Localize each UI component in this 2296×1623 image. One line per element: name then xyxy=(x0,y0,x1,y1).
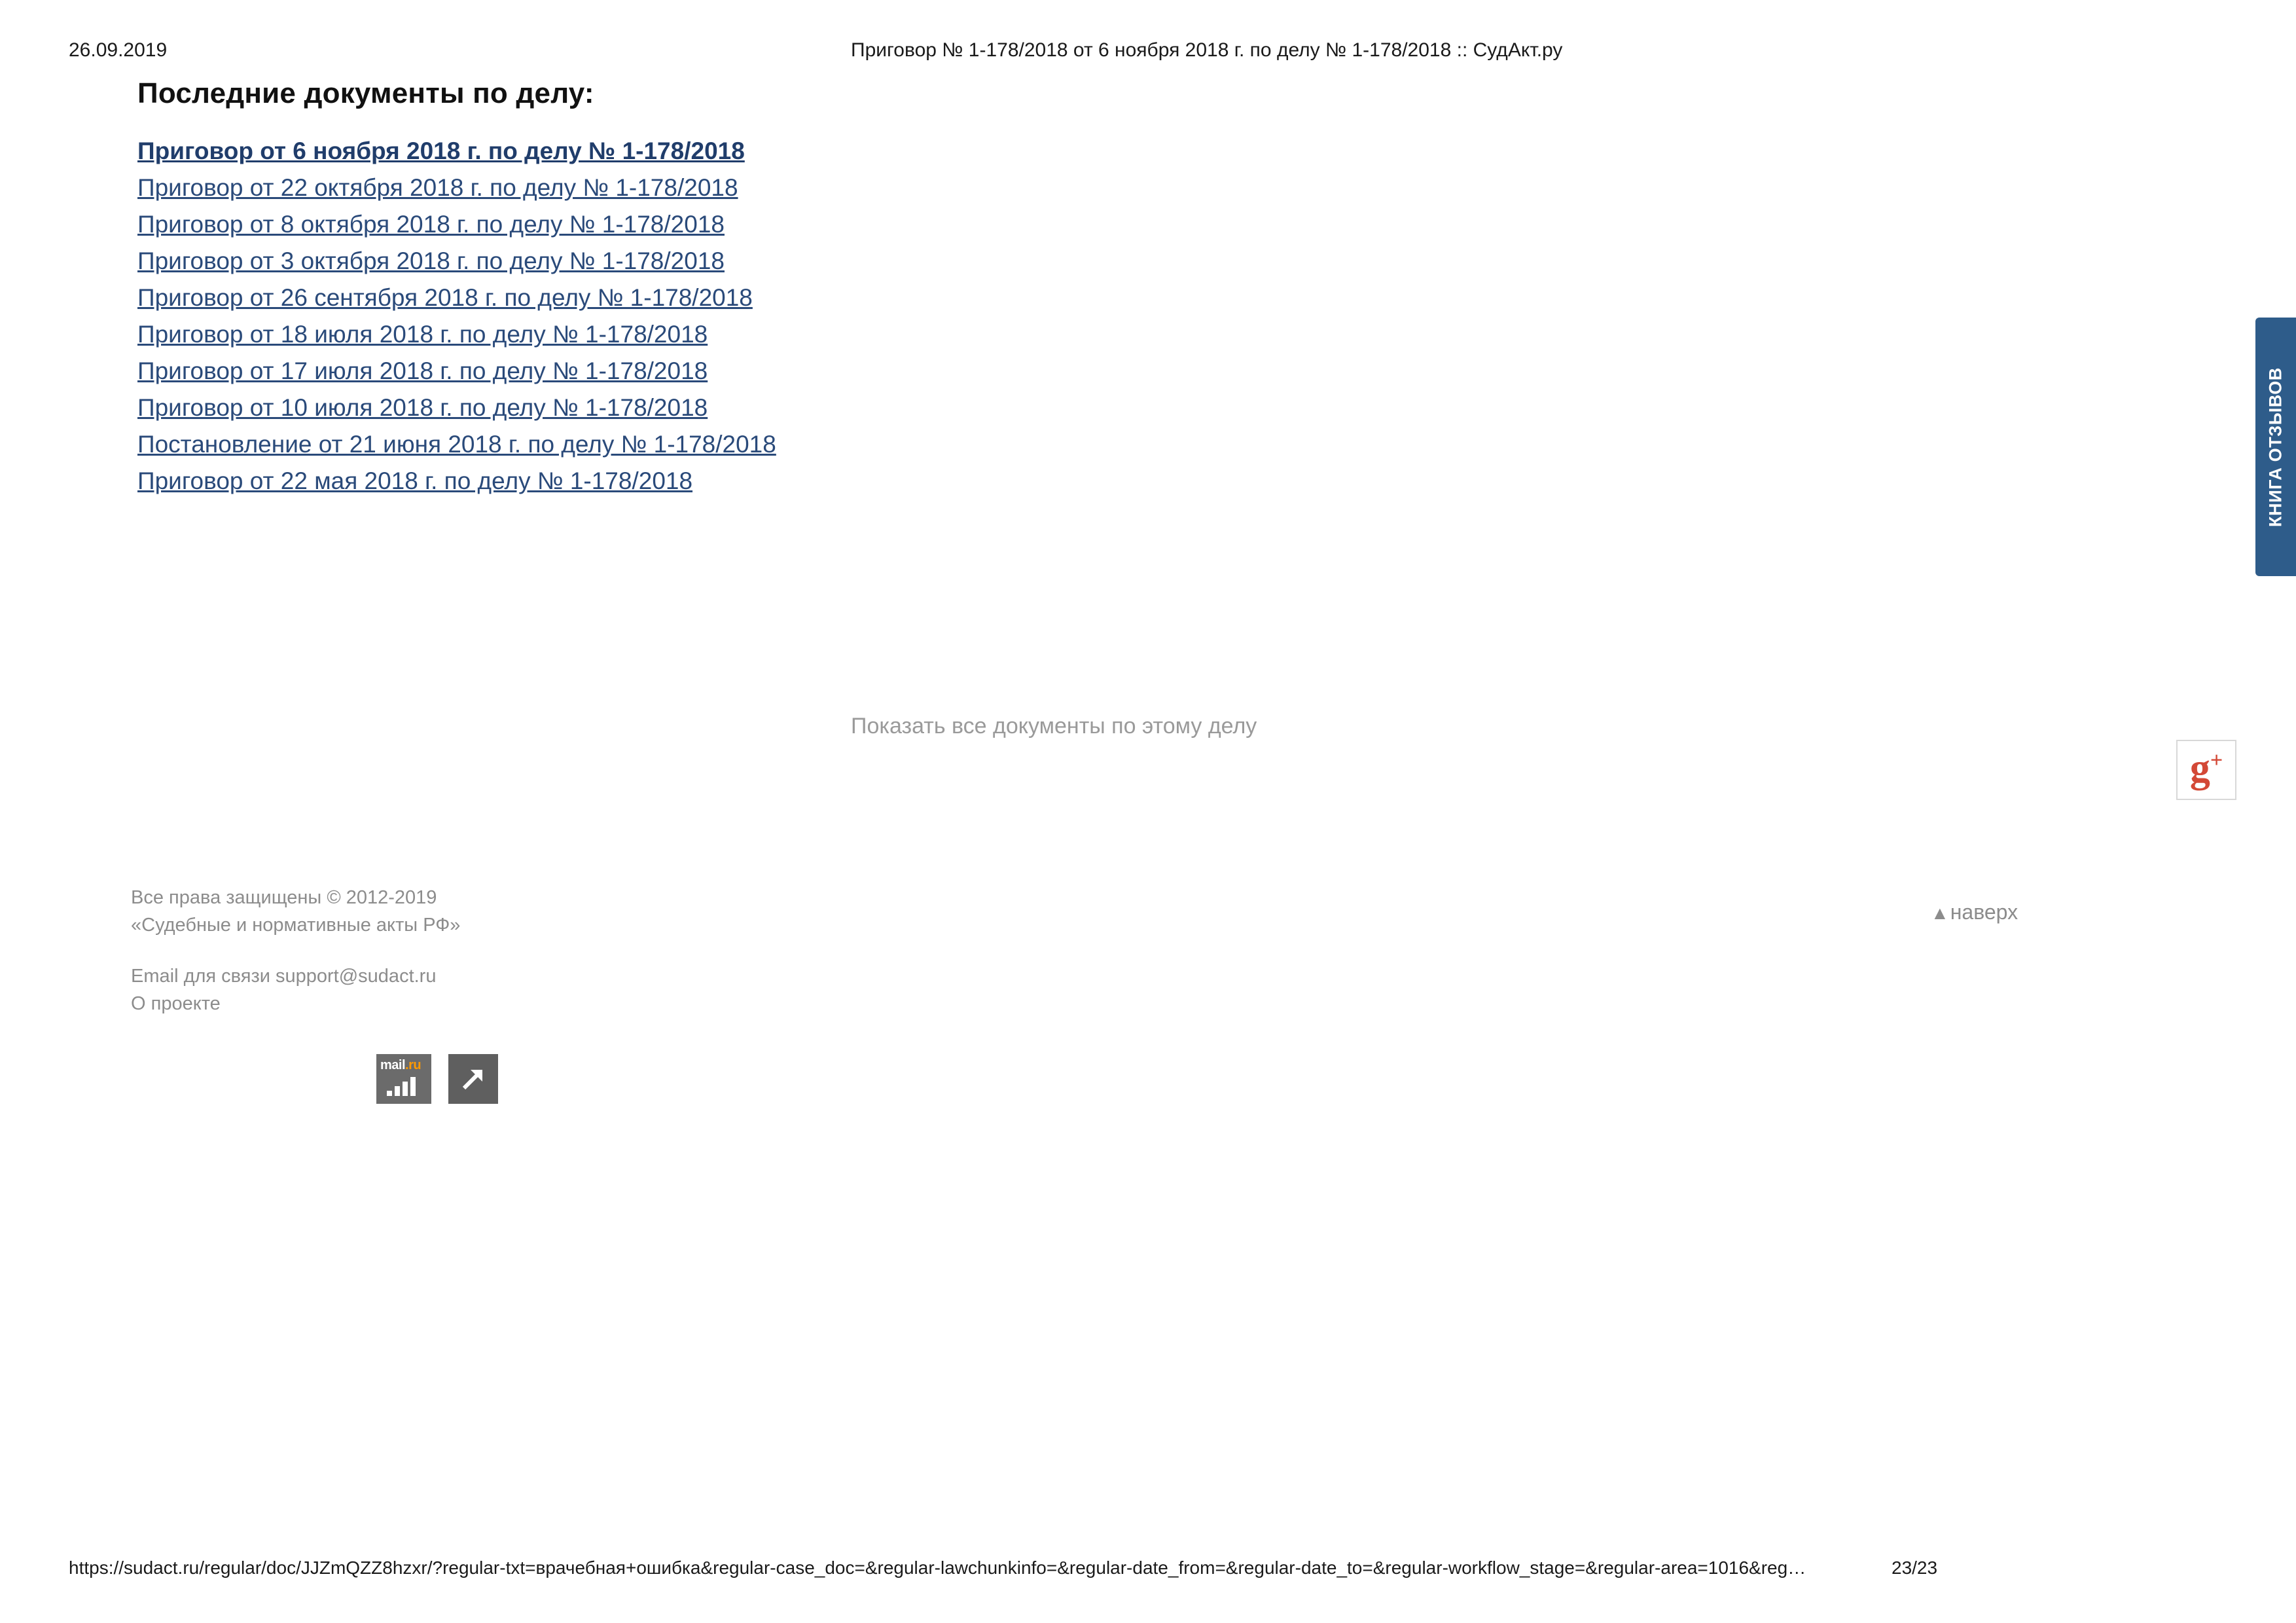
contact-block xyxy=(131,962,460,1017)
document-link[interactable]: Приговор от 10 июля 2018 г. по делу № 1-178/2018 xyxy=(137,394,708,421)
print-page-number: 23/23 xyxy=(1892,1558,1938,1578)
document-link[interactable]: Приговор от 3 октября 2018 г. по делу № 1-178/2018 xyxy=(137,247,725,274)
mailru-bars-icon xyxy=(387,1077,416,1096)
list-item xyxy=(137,395,1839,420)
triangle-up-icon: ▲ xyxy=(1931,903,1949,923)
back-to-top-link[interactable] xyxy=(1931,900,2018,924)
list-item xyxy=(137,139,1839,163)
document-link[interactable]: Приговор от 22 октября 2018 г. по делу № 1-178/2018 xyxy=(137,174,738,201)
case-documents-section xyxy=(137,77,1839,505)
list-item xyxy=(137,212,1839,236)
list-item xyxy=(137,285,1839,310)
copyright-line-1: Все права защищены © 2012-2019 xyxy=(131,887,437,908)
document-link[interactable]: Приговор от 22 мая 2018 г. по делу № 1-178/2018 xyxy=(137,467,693,494)
copyright-line-2: «Судебные и нормативные акты РФ» xyxy=(131,915,461,936)
document-link[interactable]: Приговор от 8 октября 2018 г. по делу № 1-178/2018 xyxy=(137,211,725,238)
document-link[interactable]: Приговор от 26 сентября 2018 г. по делу № 1-178/2018 xyxy=(137,284,753,311)
list-item xyxy=(137,359,1839,383)
print-document-title: Приговор № 1-178/2018 от 6 ноября 2018 г. по делу № 1-178/2018 :: СудАкт.ру xyxy=(851,39,1563,61)
print-footer xyxy=(0,1558,2296,1584)
feedback-book-label: КНИГА ОТЗЫВОВ xyxy=(2265,367,2286,527)
list-item xyxy=(137,249,1839,273)
arrow-up-right-icon xyxy=(457,1063,489,1095)
list-item xyxy=(137,469,1839,493)
document-link-current[interactable]: Приговор от 6 ноября 2018 г. по делу № 1-178/2018 xyxy=(137,137,745,164)
document-link[interactable]: Постановление от 21 июня 2018 г. по делу № 1-178/2018 xyxy=(137,431,776,458)
back-to-top-label: наверх xyxy=(1950,900,2018,924)
support-email-line[interactable]: Email для связи support@sudact.ru xyxy=(131,966,437,987)
mailru-counter-icon[interactable] xyxy=(376,1054,431,1104)
page-title: Последние документы по делу: xyxy=(137,77,594,109)
print-date: 26.09.2019 xyxy=(69,39,168,61)
document-list xyxy=(137,139,1839,493)
counter-badges xyxy=(376,1054,498,1104)
site-footer xyxy=(131,884,460,1017)
print-header xyxy=(0,39,2296,65)
document-link[interactable]: Приговор от 17 июля 2018 г. по делу № 1-178/2018 xyxy=(137,357,708,384)
about-project-link[interactable]: О проекте xyxy=(131,993,221,1015)
document-link[interactable]: Приговор от 18 июля 2018 г. по делу № 1-178/2018 xyxy=(137,321,708,348)
list-item xyxy=(137,432,1839,456)
list-item xyxy=(137,322,1839,346)
list-item xyxy=(137,175,1839,200)
rambler-counter-icon[interactable] xyxy=(448,1054,498,1104)
feedback-book-tab[interactable] xyxy=(2255,318,2296,576)
mailru-counter-label: mail.ru xyxy=(380,1058,422,1072)
google-plus-button[interactable] xyxy=(2176,740,2236,800)
show-all-documents-link[interactable]: Показать все документы по этому делу xyxy=(851,714,1257,739)
copyright-block xyxy=(131,884,460,939)
print-url: https://sudact.ru/regular/doc/JJZmQZZ8hzxr/?regular-txt=врачебная+ошибка&regular-case_doc=&regular-lawchunkinfo=&regular-date_from=&regular-date_to=&regular-workflow_stage=&regular-area=1016&reg… xyxy=(69,1558,1806,1578)
google-plus-icon: g+ xyxy=(2189,746,2223,791)
